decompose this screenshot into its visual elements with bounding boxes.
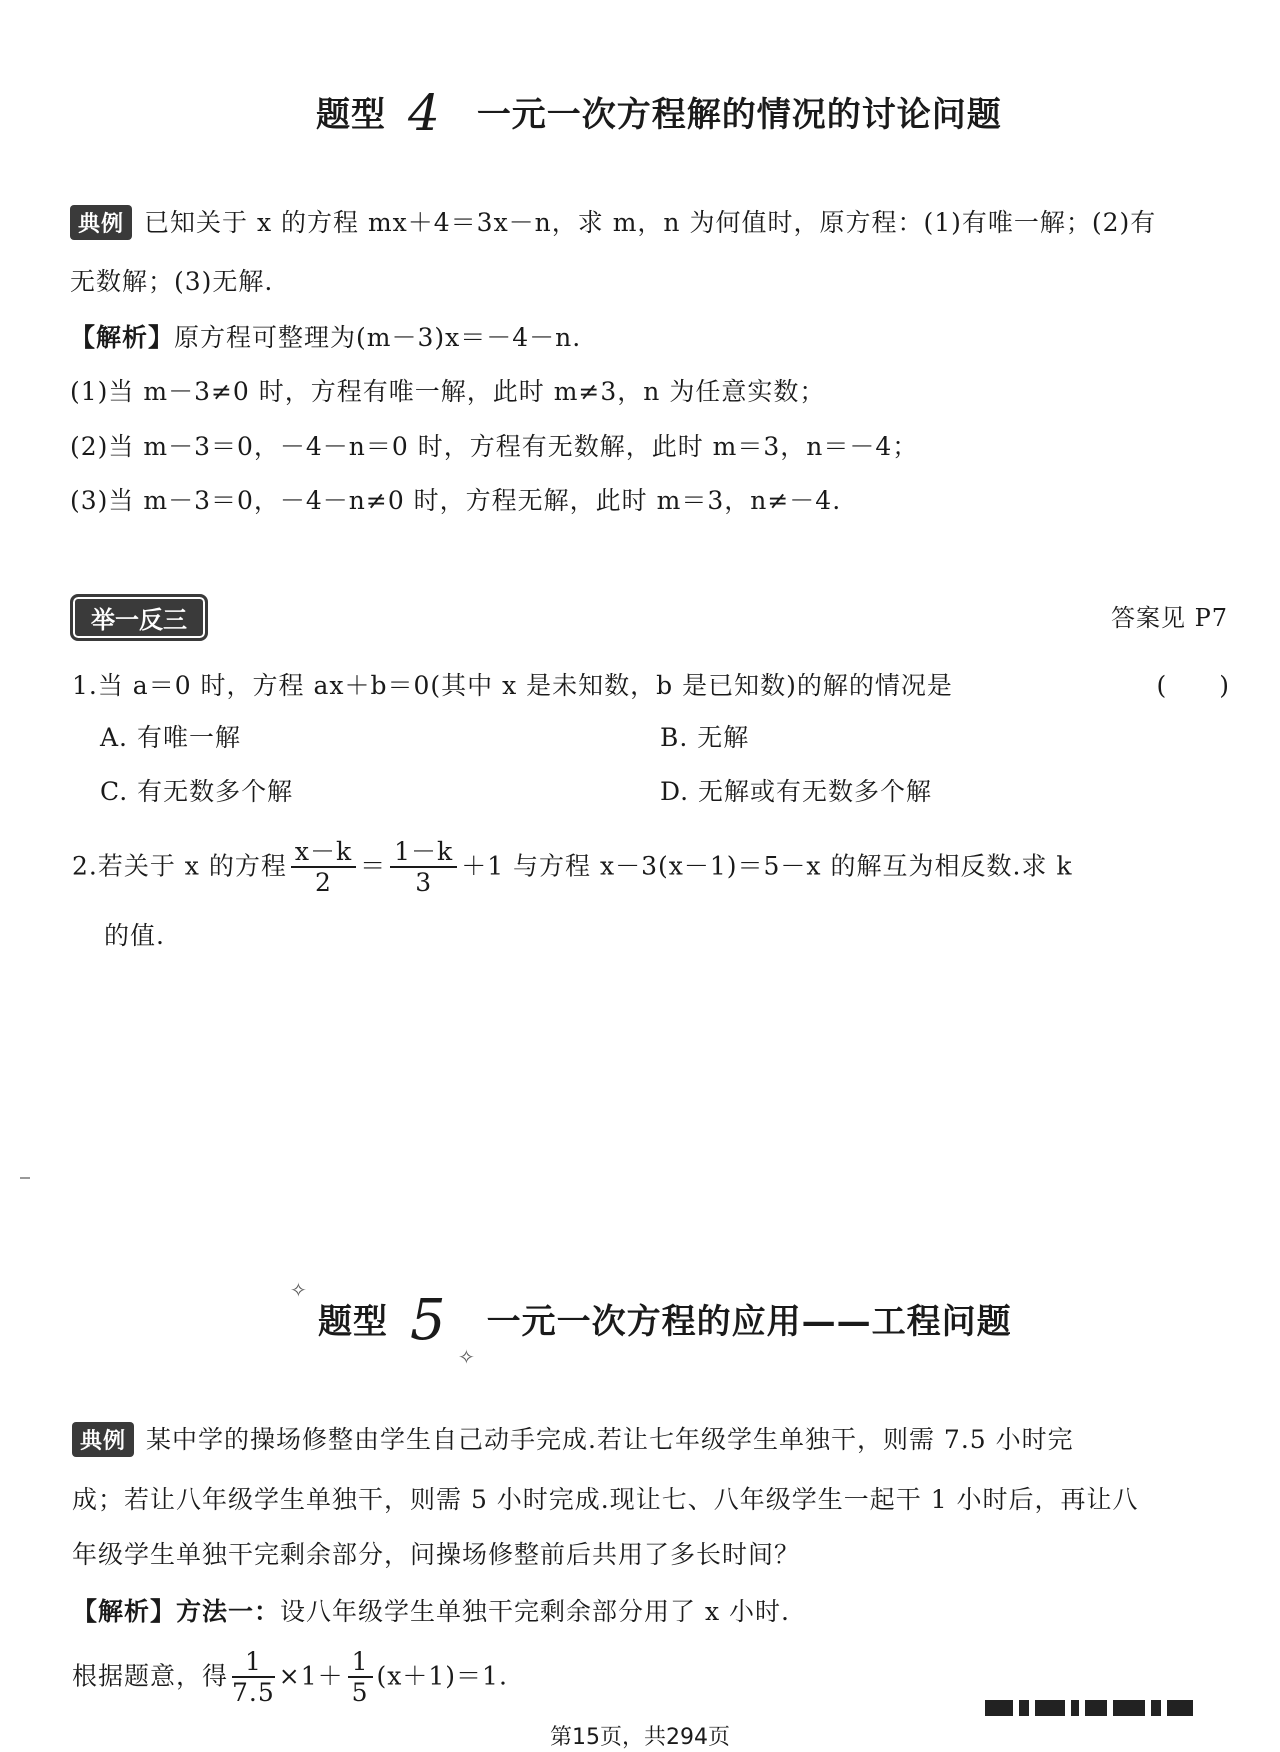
analysis-text: 设八年级学生单独干完剩余部分用了 x 小时. [280,1597,790,1626]
sparkle-icon: ✧ [458,1345,475,1369]
fraction-x-minus-k-over-2 [291,838,356,898]
fraction-denominator: 5 [351,1677,369,1707]
question-1-option-b: B. 无解 [660,723,750,752]
answer-reference: 答案见 P7 [1110,604,1228,632]
equation-post: (x＋1)＝1. [376,1661,508,1691]
fraction-numerator: 1－k [390,838,457,868]
section5-example-line2: 成；若让八年级学生单独干，则需 5 小时完成.现让七、八年级学生一起干 1 小时后，再让八 [72,1485,1139,1514]
section4-example-line2: 无数解；(3)无解. [70,267,274,296]
section4-title-text: 一元一次方程解的情况的讨论问题 [476,95,1002,135]
question-2-line2: 的值. [104,921,165,950]
fraction-1-over-7-5 [232,1648,275,1708]
analysis-label: 【解析】 [72,1597,177,1626]
section5-title-prefix: 题型 [318,1302,388,1342]
example-text-line1: 某中学的操场修整由学生自己动手完成.若让七年级学生单独干，则需 7.5 小时完 [146,1425,1074,1454]
question-1-answer-blank: ( ) [1156,671,1230,700]
section4-title [316,84,1002,142]
section5-title-text: 一元一次方程的应用——工程问题 [486,1302,1012,1342]
equation-pre: 根据题意，得 [72,1661,229,1691]
analysis-label: 【解析】 [70,323,175,352]
question-1-option-d: D. 无解或有无数多个解 [660,777,933,806]
question-1: 1.当 a＝0 时，方程 ax＋b＝0(其中 x 是未知数，b 是已知数)的解的情况是 [72,671,953,700]
example-badge: 典例 [70,205,132,240]
fraction-denominator: 7.5 [232,1677,275,1707]
page-number: 第15页，共294页 [550,1725,730,1750]
section5-equation [72,1648,508,1708]
section4-analysis-line0 [70,318,581,354]
question-1-option-c: C. 有无数多个解 [100,777,294,806]
equation-mid: ×1＋ [278,1661,344,1691]
section5-example-line3: 年级学生单独干完剩余部分，问操场修整前后共用了多长时间？ [72,1540,801,1569]
section4-title-number: 4 [408,84,441,142]
fraction-1-minus-k-over-3 [390,838,457,898]
section5-analysis-line0 [72,1592,790,1628]
section4-title-prefix: 题型 [316,95,386,135]
section5-title-number: 5 [410,1288,447,1353]
analysis-text: 原方程可整理为(m－3)x＝－4－n. [174,323,582,352]
fraction-numerator: x－k [291,838,356,868]
equals-sign: ＝ [360,851,387,881]
question-1-option-a: A. 有唯一解 [100,723,241,752]
scan-artifact [985,1700,1199,1720]
section4-analysis-line3: (3)当 m－3＝0，－4－n≠0 时，方程无解，此时 m＝3，n≠－4. [70,486,842,515]
question-2-line1 [72,838,1073,898]
example-text-line1: 已知关于 x 的方程 mx＋4＝3x－n，求 m，n 为何值时，原方程：(1)有唯一解；(2)有 [144,208,1157,237]
fraction-numerator: 1 [348,1648,373,1678]
question-2-post: ＋1 与方程 x－3(x－1)＝5－x 的解互为相反数.求 k [461,851,1073,881]
section4-analysis-line2: (2)当 m－3＝0，－4－n＝0 时，方程有无数解，此时 m＝3，n＝－4； [70,432,919,461]
analysis-method: 方法一： [176,1597,281,1626]
section5-title [318,1288,1012,1353]
practice-badge: 举一反三 [70,594,208,641]
practice-badge-wrap [70,594,208,641]
example-badge: 典例 [72,1422,134,1457]
fraction-numerator: 1 [232,1648,275,1678]
question-2-pre: 2.若关于 x 的方程 [72,851,287,881]
sparkle-icon: ✧ [290,1278,307,1302]
section5-example-line1 [72,1420,1074,1457]
margin-mark [20,1177,30,1179]
fraction-1-over-5 [348,1648,373,1708]
fraction-denominator: 3 [415,867,433,897]
fraction-denominator: 2 [315,867,332,897]
section4-example-line1 [70,203,1156,240]
section4-analysis-line1: (1)当 m－3≠0 时，方程有唯一解，此时 m≠3，n 为任意实数； [70,377,826,406]
